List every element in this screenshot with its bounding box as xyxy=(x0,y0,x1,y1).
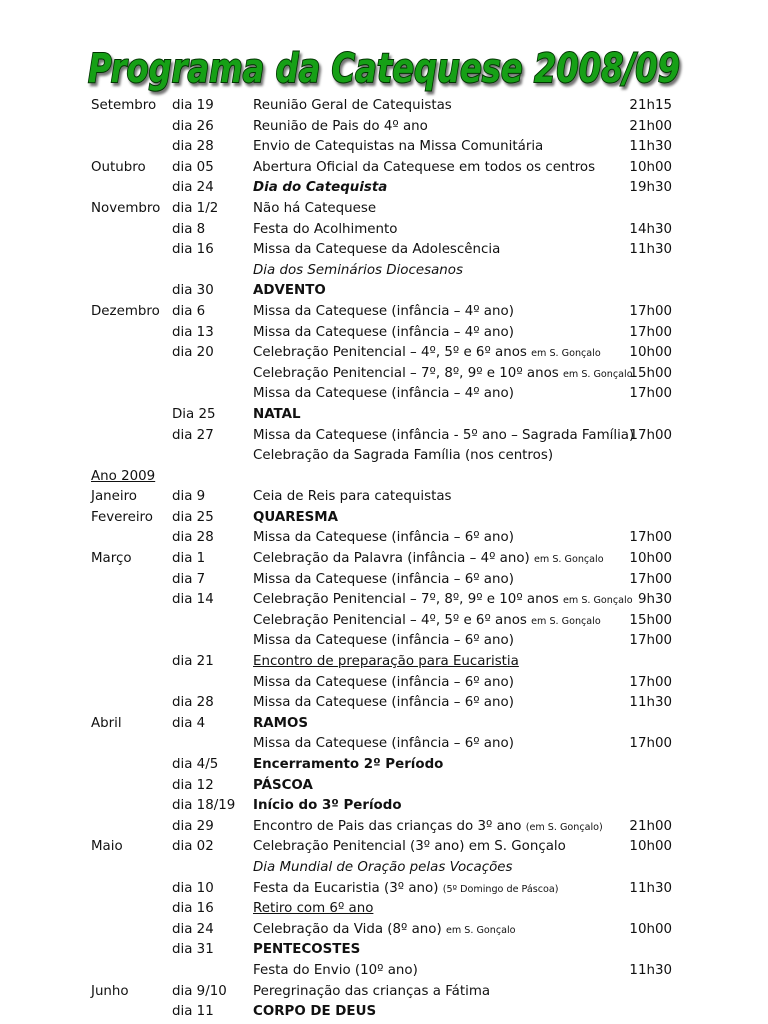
event-cell xyxy=(253,426,634,447)
schedule-row xyxy=(0,323,768,344)
schedule-table xyxy=(0,96,768,1023)
month-cell: Outubro xyxy=(91,159,146,175)
schedule-row xyxy=(0,899,768,920)
schedule-row xyxy=(0,714,768,735)
schedule-row xyxy=(0,96,768,117)
event-cell xyxy=(253,508,338,529)
day-cell: dia 1/2 xyxy=(172,200,219,216)
event-text: Encontro de Pais das crianças do 3º ano xyxy=(253,818,522,834)
day-cell: dia 4/5 xyxy=(172,757,219,772)
time-cell: 10h00 xyxy=(629,551,672,567)
schedule-row xyxy=(0,364,768,385)
time-cell: 10h00 xyxy=(629,839,672,855)
schedule-row xyxy=(0,879,768,900)
event-cell xyxy=(253,652,519,673)
day-cell: dia 25 xyxy=(172,509,214,525)
event-text: Missa da Catequese (infância – 6º ano) xyxy=(253,633,514,649)
time-cell: 17h00 xyxy=(629,736,672,752)
event-text: Celebração Penitencial – 7º, 8º, 9º e 10º anos xyxy=(253,365,559,381)
event-text: Celebração Penitencial – 7º, 8º, 9º e 10º anos xyxy=(253,592,559,608)
event-cell xyxy=(253,96,452,117)
day-cell: dia 02 xyxy=(172,839,214,855)
day-cell: dia 30 xyxy=(172,283,214,299)
event-cell xyxy=(253,1002,376,1023)
month-cell: Setembro xyxy=(91,98,157,113)
event-text: Missa da Catequese (infância – 6º ano) xyxy=(253,736,514,752)
schedule-row xyxy=(0,240,768,261)
time-cell: 11h30 xyxy=(629,962,672,978)
schedule-row xyxy=(0,467,768,488)
event-text: Missa da Catequese (infância – 6º ano) xyxy=(253,571,514,587)
event-text: Encontro de preparação para Eucaristia xyxy=(253,654,519,670)
time-cell: 14h30 xyxy=(629,221,672,237)
schedule-row xyxy=(0,673,768,694)
event-cell xyxy=(253,776,313,797)
event-cell xyxy=(253,323,514,344)
day-cell: dia 16 xyxy=(172,901,214,917)
time-cell: 11h30 xyxy=(629,242,672,258)
event-text: CORPO DE DEUS xyxy=(253,1004,377,1020)
event-text: PENTECOSTES xyxy=(253,942,361,958)
title-text: Programa da Catequese 2008/09 xyxy=(88,46,680,92)
event-text: Retiro com 6º ano xyxy=(253,901,374,917)
day-cell: dia 19 xyxy=(172,98,214,113)
day-cell: dia 24 xyxy=(172,921,214,937)
event-text: Missa da Catequese (infância – 4º ano) xyxy=(253,324,514,340)
schedule-row xyxy=(0,158,768,179)
event-cell xyxy=(253,940,360,961)
time-cell: 17h00 xyxy=(629,674,672,690)
event-text: Encerramento 2º Período xyxy=(253,757,444,772)
day-cell: dia 6 xyxy=(172,303,206,319)
event-cell xyxy=(253,261,463,282)
schedule-row xyxy=(0,178,768,199)
event-location-note: em S. Gonçalo xyxy=(534,554,604,566)
year-heading: Ano 2009 xyxy=(91,468,156,484)
schedule-row xyxy=(0,652,768,673)
day-cell: dia 9/10 xyxy=(172,983,227,999)
event-text: Missa da Catequese (infância – 4º ano) xyxy=(253,386,514,402)
schedule-row xyxy=(0,220,768,241)
event-cell xyxy=(253,982,490,1003)
month-cell: Fevereiro xyxy=(91,509,153,525)
schedule-row xyxy=(0,384,768,405)
event-cell xyxy=(253,446,553,467)
event-cell xyxy=(253,734,514,755)
event-text: Início do 3º Período xyxy=(253,798,402,814)
schedule-row xyxy=(0,837,768,858)
event-text: Reunião de Pais do 4º ano xyxy=(253,118,428,134)
day-cell: dia 24 xyxy=(172,180,214,196)
schedule-row xyxy=(0,961,768,982)
time-cell: 15h00 xyxy=(629,612,672,628)
event-text: Missa da Catequese da Adolescência xyxy=(253,242,501,258)
event-cell xyxy=(253,920,516,942)
event-text: NATAL xyxy=(253,406,301,422)
schedule-row xyxy=(0,487,768,508)
schedule-row xyxy=(0,528,768,549)
event-text: Dia dos Seminários Diocesanos xyxy=(253,262,463,278)
time-cell: 9h30 xyxy=(637,592,672,608)
event-cell xyxy=(253,281,326,302)
day-cell: dia 29 xyxy=(172,818,214,834)
schedule-row xyxy=(0,570,768,591)
day-cell: dia 28 xyxy=(172,530,214,546)
event-text: Celebração da Vida (8º ano) xyxy=(253,921,442,937)
event-cell xyxy=(253,487,452,508)
event-text: Missa da Catequese (infância – 6º ano) xyxy=(253,695,514,711)
event-cell xyxy=(253,899,373,920)
month-cell: Março xyxy=(91,551,132,567)
time-cell: 11h30 xyxy=(629,139,672,155)
schedule-row xyxy=(0,261,768,282)
event-text: Celebração Penitencial (3º ano) em S. Gonçalo xyxy=(253,839,566,855)
event-text: ADVENTO xyxy=(253,283,326,299)
event-cell xyxy=(253,755,443,776)
event-location-note: (em S. Gonçalo) xyxy=(525,821,603,833)
schedule-row xyxy=(0,734,768,755)
event-cell xyxy=(253,528,514,549)
time-cell: 10h00 xyxy=(629,921,672,937)
day-cell: dia 12 xyxy=(172,777,214,793)
day-cell: dia 14 xyxy=(172,592,214,608)
event-cell xyxy=(253,961,418,982)
month-cell: Janeiro xyxy=(91,489,138,505)
day-cell: dia 10 xyxy=(172,880,214,896)
schedule-row xyxy=(0,776,768,797)
event-cell xyxy=(253,549,604,571)
event-location-note: em S. Gonçalo xyxy=(563,595,633,607)
time-cell: 11h30 xyxy=(629,695,672,711)
schedule-row xyxy=(0,137,768,158)
time-cell: 11h30 xyxy=(629,880,672,896)
event-cell xyxy=(253,714,308,735)
time-cell: 17h00 xyxy=(629,386,672,402)
schedule-row xyxy=(0,446,768,467)
event-cell xyxy=(253,570,514,591)
event-cell xyxy=(253,364,633,386)
day-cell: dia 1 xyxy=(172,551,206,567)
event-cell xyxy=(253,384,514,405)
day-cell: dia 26 xyxy=(172,118,214,134)
event-cell xyxy=(253,858,513,879)
event-cell xyxy=(253,137,543,158)
event-cell xyxy=(253,673,514,694)
day-cell: dia 21 xyxy=(172,654,214,670)
event-text: Celebração Penitencial – 4º, 5º e 6º anos xyxy=(253,345,527,361)
event-text: Celebração da Sagrada Família (nos centros) xyxy=(253,448,554,464)
event-text: Não há Catequese xyxy=(253,200,377,216)
month-cell: Novembro xyxy=(91,200,161,216)
schedule-row xyxy=(0,611,768,632)
event-cell xyxy=(253,817,603,839)
day-cell: dia 11 xyxy=(172,1004,214,1020)
event-text: Festa do Acolhimento xyxy=(253,221,398,237)
event-text: Missa da Catequese (infância – 4º ano) xyxy=(253,303,514,319)
day-cell: dia 7 xyxy=(172,571,206,587)
schedule-row xyxy=(0,302,768,323)
schedule-row xyxy=(0,343,768,364)
schedule-row xyxy=(0,405,768,426)
event-text: Missa da Catequese (infância – 6º ano) xyxy=(253,530,514,546)
day-cell: dia 9 xyxy=(172,489,206,505)
event-text: PÁSCOA xyxy=(253,777,313,793)
event-cell xyxy=(253,220,397,241)
event-cell xyxy=(253,796,402,817)
time-cell: 15h00 xyxy=(629,365,672,381)
event-cell xyxy=(253,590,633,612)
event-cell xyxy=(253,837,566,858)
title-graphic xyxy=(0,38,768,100)
schedule-row xyxy=(0,755,768,776)
schedule-row xyxy=(0,796,768,817)
event-text: Celebração Penitencial – 4º, 5º e 6º anos xyxy=(253,612,527,628)
event-location-note: em S. Gonçalo xyxy=(445,924,516,936)
event-text: RAMOS xyxy=(253,715,309,731)
event-cell xyxy=(253,631,514,652)
schedule-row xyxy=(0,920,768,941)
month-cell: Abril xyxy=(91,715,122,731)
schedule-row xyxy=(0,281,768,302)
event-text: Peregrinação das crianças a Fátima xyxy=(253,983,491,999)
time-cell: 19h30 xyxy=(629,180,672,196)
event-cell xyxy=(253,117,428,138)
event-cell xyxy=(253,405,301,426)
time-cell: 10h00 xyxy=(629,159,672,175)
event-cell xyxy=(253,178,387,199)
event-cell xyxy=(253,302,514,323)
time-cell: 21h00 xyxy=(629,818,672,834)
event-text: Ceia de Reis para catequistas xyxy=(253,489,452,505)
time-cell: 17h00 xyxy=(629,571,672,587)
schedule-row xyxy=(0,508,768,529)
schedule-row xyxy=(0,817,768,838)
day-cell: Dia 25 xyxy=(172,406,216,422)
event-text: Dia Mundial de Oração pelas Vocações xyxy=(253,859,513,875)
event-cell xyxy=(253,240,500,261)
schedule-row xyxy=(0,590,768,611)
day-cell: dia 20 xyxy=(172,345,214,361)
day-cell: dia 13 xyxy=(172,324,214,340)
event-text: Festa da Eucaristia (3º ano) xyxy=(253,880,439,896)
schedule-row xyxy=(0,858,768,879)
schedule-row xyxy=(0,940,768,961)
schedule-row xyxy=(0,549,768,570)
event-location-note: em S. Gonçalo xyxy=(563,368,633,380)
time-cell: 10h00 xyxy=(629,345,672,361)
event-text: Missa da Catequese (infância – 6º ano) xyxy=(253,674,514,690)
time-cell: 17h00 xyxy=(629,427,672,443)
event-text: Abertura Oficial da Catequese em todos os centros xyxy=(253,159,596,175)
event-text: Celebração da Palavra (infância – 4º ano) xyxy=(253,551,530,567)
event-cell xyxy=(253,199,376,220)
event-location-note: em S. Gonçalo xyxy=(531,615,601,627)
day-cell: dia 28 xyxy=(172,139,214,155)
event-text: Dia do Catequista xyxy=(253,180,388,196)
event-text: Missa da Catequese (infância - 5º ano – Sagrada Família) xyxy=(253,427,635,443)
time-cell: 17h00 xyxy=(629,633,672,649)
time-cell: 17h00 xyxy=(629,324,672,340)
schedule-row xyxy=(0,693,768,714)
schedule-row xyxy=(0,426,768,447)
month-cell: Maio xyxy=(91,839,123,855)
schedule-row xyxy=(0,199,768,220)
day-cell: dia 8 xyxy=(172,221,206,237)
event-text: QUARESMA xyxy=(253,509,338,525)
event-cell xyxy=(253,879,559,901)
day-cell: dia 18/19 xyxy=(172,798,236,814)
time-cell: 21h15 xyxy=(629,98,672,113)
event-cell xyxy=(253,158,595,179)
event-cell xyxy=(253,611,601,633)
time-cell: 17h00 xyxy=(629,530,672,546)
event-cell xyxy=(253,693,514,714)
month-cell: Dezembro xyxy=(91,303,160,319)
day-cell: dia 27 xyxy=(172,427,214,443)
event-text: Envio de Catequistas na Missa Comunitária xyxy=(253,139,544,155)
day-cell: dia 05 xyxy=(172,159,214,175)
time-cell: 21h00 xyxy=(629,118,672,134)
schedule-row xyxy=(0,631,768,652)
day-cell: dia 31 xyxy=(172,942,214,958)
event-location-note: (5º Domingo de Páscoa) xyxy=(442,883,559,895)
event-cell xyxy=(253,343,601,365)
day-cell: dia 4 xyxy=(172,715,206,731)
event-text: Festa do Envio (10º ano) xyxy=(253,962,418,978)
schedule-row xyxy=(0,1002,768,1023)
page-title xyxy=(0,38,768,100)
day-cell: dia 28 xyxy=(172,695,214,711)
month-cell: Junho xyxy=(91,983,129,999)
time-cell: 17h00 xyxy=(629,303,672,319)
schedule-row xyxy=(0,117,768,138)
event-text: Reunião Geral de Catequistas xyxy=(253,98,452,113)
day-cell: dia 16 xyxy=(172,242,214,258)
event-location-note: em S. Gonçalo xyxy=(531,348,601,360)
schedule-row xyxy=(0,982,768,1003)
